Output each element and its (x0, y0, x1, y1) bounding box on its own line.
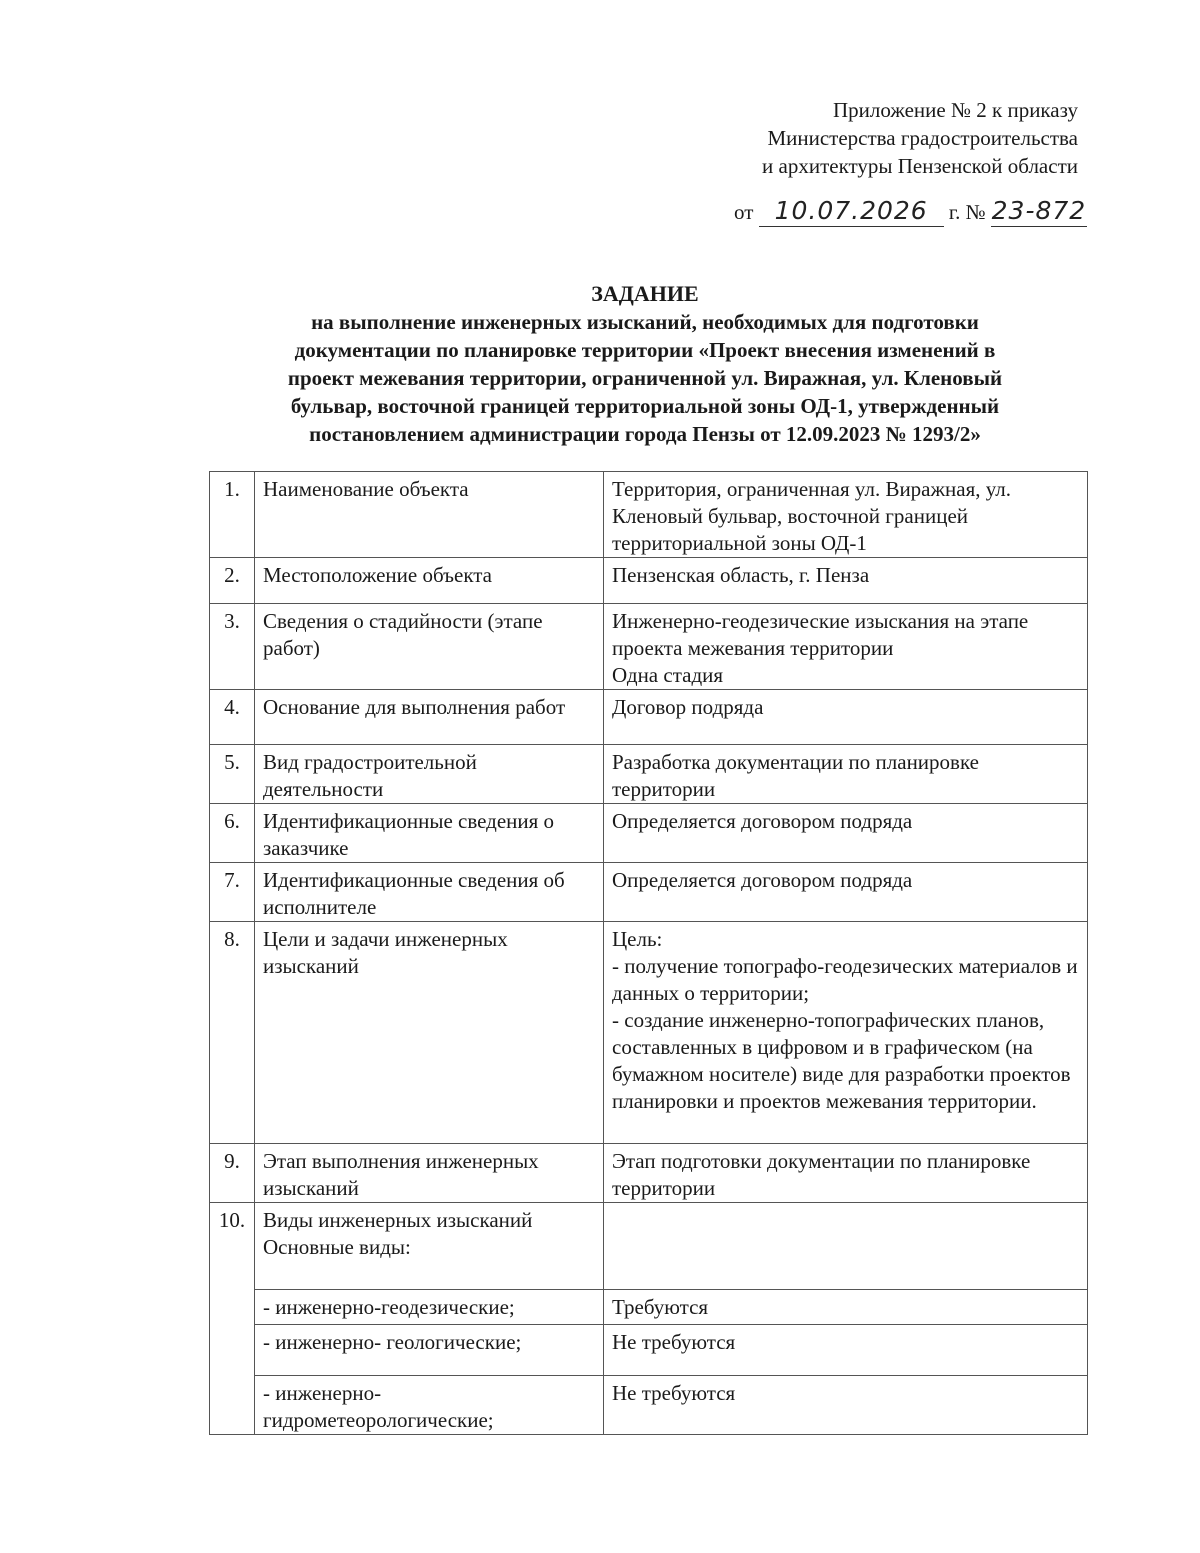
order-prefix: от (734, 200, 754, 224)
row-number: 5. (210, 745, 255, 804)
appendix-line-1: Приложение № 2 к приказу (833, 98, 1078, 122)
row-number: 7. (210, 863, 255, 922)
row-parameter: Цели и задачи инженерных изысканий (255, 922, 604, 1144)
table-row (210, 804, 1088, 863)
row-number: 6. (210, 804, 255, 863)
subrow-parameter: - инженерно-геодезические; (255, 1290, 604, 1325)
appendix-line-2: Министерства градостроительства (767, 126, 1078, 150)
table-subrow (210, 1325, 1088, 1376)
row-parameter: Идентификационные сведения о заказчике (255, 804, 604, 863)
row-number: 3. (210, 604, 255, 690)
row-parameter: Виды инженерных изысканий Основные виды: (255, 1203, 604, 1290)
title-line-4: бульвар, восточной границей территориальной зоны ОД-1, утвержденный (290, 394, 1000, 418)
table-row (210, 558, 1088, 604)
table-row (210, 745, 1088, 804)
row-number: 8. (210, 922, 255, 1144)
subrow-value: Не требуются (604, 1325, 1088, 1376)
row-value: Пензенская область, г. Пенза (604, 558, 1088, 604)
table-row (210, 472, 1088, 558)
table-subrow (210, 1376, 1088, 1435)
row-value: Договор подряда (604, 690, 1088, 745)
table-row (210, 922, 1088, 1144)
appendix-line-3: и архитектуры Пензенской области (762, 154, 1078, 178)
row-parameter: Сведения о стадийности (этапе работ) (255, 604, 604, 690)
title-line-5: постановлением администрации города Пензы от 12.09.2023 № 1293/2» (309, 422, 981, 446)
row-parameter: Местоположение объекта (255, 558, 604, 604)
row-parameter: Вид градостроительной деятельности (255, 745, 604, 804)
row-parameter: Наименование объекта (255, 472, 604, 558)
row-parameter: Идентификационные сведения об исполнителе (255, 863, 604, 922)
subrow-value: Не требуются (604, 1376, 1088, 1435)
specification-table (209, 471, 1088, 1435)
row-value: Территория, ограниченная ул. Виражная, ул. Кленовый бульвар, восточной границей территориальной зоны ОД-1 (604, 472, 1088, 558)
document-heading: ЗАДАНИЕ (591, 281, 699, 306)
table-row (210, 604, 1088, 690)
subrow-parameter: - инженерно- гидрометеорологические; (255, 1376, 604, 1435)
row-value: Определяется договором подряда (604, 863, 1088, 922)
row-number: 10. (210, 1203, 255, 1435)
table-row (210, 1144, 1088, 1203)
order-number-handwritten: 23-872 (991, 196, 1087, 225)
table-subrow (210, 1290, 1088, 1325)
row-parameter: Этап выполнения инженерных изысканий (255, 1144, 604, 1203)
row-parameter: Основание для выполнения работ (255, 690, 604, 745)
order-number-label: г. № (948, 200, 986, 224)
appendix-header (762, 96, 1078, 180)
row-value: Этап подготовки документации по планировке территории (604, 1144, 1088, 1203)
row-number: 9. (210, 1144, 255, 1203)
row-value (604, 1203, 1088, 1290)
row-number: 2. (210, 558, 255, 604)
table-row (210, 690, 1088, 745)
subrow-parameter: - инженерно- геологические; (255, 1325, 604, 1376)
row-value: Инженерно-геодезические изыскания на этапе проекта межевания территории Одна стадия (604, 604, 1088, 690)
row-value: Цель: - получение топографо-геодезических материалов и данных о территории; - создание инженерно-топографических планов, составленных в цифровом и в графическом (на бумажном носителе) виде для разработки проектов планировки и проектов межевания территории. (604, 922, 1088, 1144)
order-date-handwritten: 10.07.2026 (759, 196, 944, 227)
order-date-number (734, 196, 1087, 236)
row-value: Разработка документации по планировке территории (604, 745, 1088, 804)
document-title-block (200, 280, 1090, 448)
table-row (210, 1203, 1088, 1290)
title-line-3: проект межевания территории, ограниченной ул. Виражная, ул. Кленовый (287, 366, 1003, 390)
row-number: 4. (210, 690, 255, 745)
title-line-2: документации по планировке территории «Проект внесения изменений в (294, 338, 996, 362)
table-row (210, 863, 1088, 922)
row-value: Определяется договором подряда (604, 804, 1088, 863)
row-number: 1. (210, 472, 255, 558)
subrow-value: Требуются (604, 1290, 1088, 1325)
title-line-1: на выполнение инженерных изысканий, необходимых для подготовки (311, 310, 979, 334)
